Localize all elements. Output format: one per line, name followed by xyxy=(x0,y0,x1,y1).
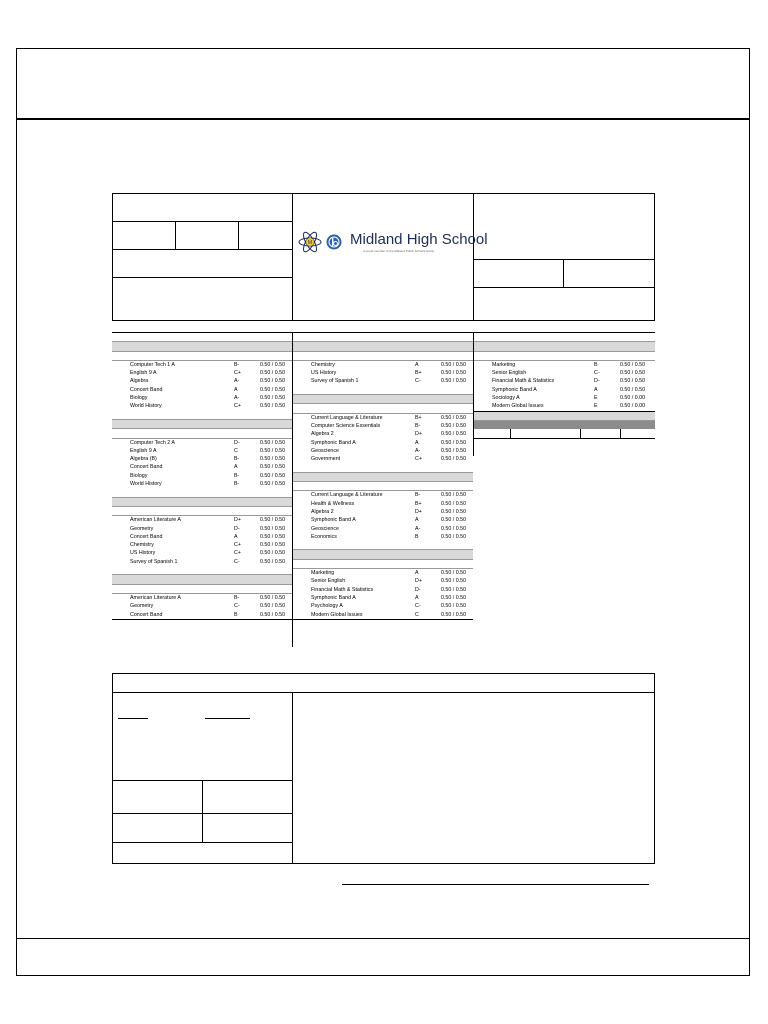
course-grade: B- xyxy=(234,594,240,601)
term-header-band xyxy=(112,420,292,429)
info-line xyxy=(112,277,292,278)
course-grade: B xyxy=(234,611,238,618)
course-row xyxy=(293,430,473,438)
course-grade: D+ xyxy=(415,508,422,515)
column-bottom-line xyxy=(112,619,292,620)
term-header-band xyxy=(112,575,292,584)
course-grade: D+ xyxy=(415,431,422,438)
course-row xyxy=(293,439,473,447)
signature-line xyxy=(342,884,649,885)
course-grade: E xyxy=(594,403,598,410)
course-grade: D+ xyxy=(415,578,422,585)
info-line xyxy=(563,259,564,287)
course-name: Geometry xyxy=(130,525,154,532)
course-credits: 0.50 / 0.50 xyxy=(441,525,467,532)
info-line xyxy=(473,259,655,260)
course-credits: 0.50 / 0.50 xyxy=(441,586,467,593)
course-grade: C+ xyxy=(234,542,241,549)
course-name: Concert Band xyxy=(130,533,163,540)
course-credits: 0.50 / 0.50 xyxy=(260,395,286,402)
course-grade: A xyxy=(594,386,598,393)
course-grade: B xyxy=(594,361,598,368)
term-header-band xyxy=(293,550,473,559)
summary-line xyxy=(202,780,203,842)
course-name: US History xyxy=(130,550,156,557)
course-credits: 0.50 / 0.50 xyxy=(260,533,286,540)
term-header-band xyxy=(293,395,473,404)
course-grade: B- xyxy=(415,492,421,499)
course-grade: C xyxy=(234,447,238,454)
column-bottom-line xyxy=(293,619,473,620)
course-row xyxy=(293,369,473,377)
course-row xyxy=(293,361,473,369)
course-row xyxy=(112,594,292,602)
term-header-row xyxy=(293,560,473,569)
course-name: Algebra 2 xyxy=(311,508,334,515)
course-credits: 0.50 / 0.50 xyxy=(441,439,467,446)
info-line xyxy=(473,287,655,288)
info-line xyxy=(112,249,292,250)
course-credits: 0.50 / 0.00 xyxy=(620,395,646,402)
course-credits: 0.50 / 0.50 xyxy=(620,386,646,393)
course-credits: 0.50 / 0.50 xyxy=(441,361,467,368)
course-name: Senior English xyxy=(311,578,346,585)
course-grade: D+ xyxy=(234,517,241,524)
term-header-row xyxy=(112,566,292,575)
course-grade: C- xyxy=(234,558,240,565)
course-grade: B- xyxy=(234,456,240,463)
course-name: Computer Tech 1 A xyxy=(130,361,175,368)
summary-divider xyxy=(292,692,293,864)
course-name: Financial Math & Statistics xyxy=(311,586,374,593)
course-row xyxy=(112,455,292,463)
course-name: Government xyxy=(311,456,341,463)
course-row xyxy=(293,516,473,524)
term-header-row xyxy=(112,352,292,361)
term-header-row xyxy=(293,482,473,491)
year-column-1 xyxy=(112,333,292,620)
course-row xyxy=(112,480,292,488)
course-row xyxy=(293,491,473,499)
course-row xyxy=(293,455,473,463)
course-credits: 0.50 / 0.50 xyxy=(441,508,467,515)
course-name: Economics xyxy=(311,533,337,540)
term-header-row xyxy=(293,386,473,395)
course-credits: 0.50 / 0.50 xyxy=(441,370,467,377)
course-name: Computer Tech 2 A xyxy=(130,439,175,446)
course-row xyxy=(112,541,292,549)
course-name: Algebra (B) xyxy=(130,456,157,463)
course-credits: 0.50 / 0.50 xyxy=(441,578,467,585)
term-header-row xyxy=(293,333,473,342)
course-row xyxy=(112,361,292,369)
summary-grid-row xyxy=(474,429,655,439)
course-name: Biology xyxy=(130,395,148,402)
course-grade: C+ xyxy=(234,550,241,557)
course-credits: 0.50 / 0.50 xyxy=(441,378,467,385)
course-name: Psychology A xyxy=(311,603,343,610)
course-credits: 0.50 / 0.50 xyxy=(441,422,467,429)
course-name: Computer Science Essentials xyxy=(311,422,381,429)
course-credits: 0.50 / 0.50 xyxy=(260,456,286,463)
course-row xyxy=(293,586,473,594)
course-name: Current Language & Literature xyxy=(311,414,383,421)
course-name: American Literature A xyxy=(130,594,181,601)
course-row xyxy=(112,402,292,410)
course-row xyxy=(112,602,292,610)
header-divider xyxy=(16,118,750,120)
course-row xyxy=(293,525,473,533)
course-name: Algebra 2 xyxy=(311,431,334,438)
course-grade: A- xyxy=(234,395,240,402)
course-row xyxy=(112,447,292,455)
footer-divider xyxy=(16,938,750,939)
course-grade: B- xyxy=(234,361,240,368)
atom-icon xyxy=(298,230,322,254)
term-header-row xyxy=(112,333,292,342)
course-row xyxy=(293,500,473,508)
info-divider-right xyxy=(473,193,474,321)
course-grid xyxy=(112,332,655,647)
course-row xyxy=(112,611,292,619)
school-logo xyxy=(298,228,488,258)
course-name: US History xyxy=(311,370,337,377)
course-credits: 0.50 / 0.50 xyxy=(260,447,286,454)
course-credits: 0.50 / 0.50 xyxy=(260,386,286,393)
term-header-band xyxy=(293,342,473,351)
term-header-row xyxy=(112,507,292,516)
course-grade: A xyxy=(415,361,419,368)
course-credits: 0.50 / 0.50 xyxy=(260,603,286,610)
term-header-row xyxy=(112,488,292,497)
course-name: Marketing xyxy=(492,361,516,368)
term-header-row xyxy=(293,541,473,550)
year-column-3 xyxy=(474,333,655,439)
course-name: Symphonic Band A xyxy=(311,594,356,601)
course-credits: 0.50 / 0.50 xyxy=(441,533,467,540)
course-name: Concert Band xyxy=(130,386,163,393)
summary-title-line xyxy=(112,692,655,693)
course-row xyxy=(112,369,292,377)
course-grade: B+ xyxy=(415,370,422,377)
course-credits: 0.50 / 0.50 xyxy=(260,558,286,565)
course-grade: B- xyxy=(234,481,240,488)
course-credits: 0.50 / 0.50 xyxy=(260,464,286,471)
course-row xyxy=(112,386,292,394)
course-credits: 0.50 / 0.50 xyxy=(441,431,467,438)
term-header-row xyxy=(112,429,292,438)
signature-line-short-1 xyxy=(118,718,148,719)
course-name: Chemistry xyxy=(311,361,335,368)
term-header-band xyxy=(112,498,292,507)
course-grade: C- xyxy=(234,603,240,610)
course-grade: C+ xyxy=(234,403,241,410)
course-name: Concert Band xyxy=(130,464,163,471)
course-credits: 0.50 / 0.50 xyxy=(441,456,467,463)
course-row xyxy=(474,377,655,385)
course-row xyxy=(293,414,473,422)
term-header-row xyxy=(474,352,655,361)
course-credits: 0.50 / 0.50 xyxy=(260,594,286,601)
course-credits: 0.50 / 0.50 xyxy=(260,361,286,368)
school-name: Midland High School xyxy=(350,231,488,248)
course-name: World History xyxy=(130,403,162,410)
course-name: World History xyxy=(130,481,162,488)
course-grade: A- xyxy=(415,525,421,532)
course-name: Senior English xyxy=(492,370,527,377)
summary-grid-cell-divider xyxy=(580,429,581,438)
term-header-row xyxy=(293,463,473,472)
course-row xyxy=(112,525,292,533)
course-name: English 9 A xyxy=(130,447,157,454)
course-credits: 0.50 / 0.50 xyxy=(441,492,467,499)
course-row xyxy=(293,377,473,385)
course-grade: A xyxy=(234,386,238,393)
course-name: Geoscience xyxy=(311,447,339,454)
course-row xyxy=(112,377,292,385)
course-grade: B xyxy=(415,533,419,540)
course-row xyxy=(293,594,473,602)
course-grade: B- xyxy=(415,422,421,429)
signature-line-short-2 xyxy=(205,718,250,719)
info-divider-left xyxy=(292,193,293,321)
course-name: Concert Band xyxy=(130,611,163,618)
course-name: American Literature A xyxy=(130,517,181,524)
course-name: Survey of Spanish 1 xyxy=(130,558,178,565)
course-row xyxy=(293,602,473,610)
course-credits: 0.50 / 0.50 xyxy=(620,361,646,368)
svg-text:M: M xyxy=(307,240,313,246)
course-row xyxy=(293,611,473,619)
course-row xyxy=(112,463,292,471)
course-credits: 0.50 / 0.50 xyxy=(260,481,286,488)
course-credits: 0.50 / 0.50 xyxy=(260,550,286,557)
course-grade: B+ xyxy=(415,500,422,507)
course-name: Geoscience xyxy=(311,525,339,532)
summary-grid-cell-divider xyxy=(510,429,511,438)
course-credits: 0.50 / 0.00 xyxy=(620,403,646,410)
course-grade: C- xyxy=(594,370,600,377)
info-line xyxy=(175,221,176,249)
summary-grid-cell-divider xyxy=(620,429,621,438)
course-name: Health & Wellness xyxy=(311,500,355,507)
course-credits: 0.50 / 0.50 xyxy=(441,570,467,577)
info-line xyxy=(112,221,292,222)
course-name: Symphonic Band A xyxy=(492,386,537,393)
course-name: Survey of Spanish 1 xyxy=(311,378,359,385)
course-grade: C+ xyxy=(415,456,422,463)
course-row xyxy=(293,569,473,577)
summary-line xyxy=(112,842,292,843)
course-credits: 0.50 / 0.50 xyxy=(441,611,467,618)
course-grade: C xyxy=(415,611,419,618)
course-name: Chemistry xyxy=(130,542,154,549)
term-header-row xyxy=(293,352,473,361)
course-row xyxy=(112,472,292,480)
course-row xyxy=(293,533,473,541)
course-row xyxy=(112,558,292,566)
course-name: Symphonic Band A xyxy=(311,439,356,446)
course-name: Biology xyxy=(130,472,148,479)
term-header-band xyxy=(293,473,473,482)
info-line xyxy=(238,221,239,249)
course-row xyxy=(112,516,292,524)
course-grade: A xyxy=(415,570,419,577)
course-row xyxy=(293,447,473,455)
course-name: Marketing xyxy=(311,570,335,577)
course-credits: 0.50 / 0.50 xyxy=(441,500,467,507)
course-credits: 0.50 / 0.50 xyxy=(260,378,286,385)
course-name: Current Language & Literature xyxy=(311,492,383,499)
summary-box xyxy=(112,673,655,864)
summary-band xyxy=(474,412,655,421)
course-name: Sociology A xyxy=(492,395,520,402)
year-column-2 xyxy=(293,333,473,620)
course-credits: 0.50 / 0.50 xyxy=(260,439,286,446)
course-grade: D- xyxy=(415,586,421,593)
course-name: Modern Global Issues xyxy=(492,403,544,410)
course-row xyxy=(112,533,292,541)
course-grade: E xyxy=(594,395,598,402)
course-credits: 0.50 / 0.50 xyxy=(260,542,286,549)
course-row xyxy=(112,549,292,557)
course-row xyxy=(293,422,473,430)
term-header-band xyxy=(474,342,655,351)
course-grade: B+ xyxy=(415,414,422,421)
course-grade: A- xyxy=(415,447,421,454)
course-name: Geometry xyxy=(130,603,154,610)
course-credits: 0.50 / 0.50 xyxy=(441,447,467,454)
course-name: Modern Global Issues xyxy=(311,611,363,618)
course-row xyxy=(112,439,292,447)
course-credits: 0.50 / 0.50 xyxy=(441,414,467,421)
course-grade: C- xyxy=(415,603,421,610)
course-grade: A xyxy=(415,439,419,446)
course-credits: 0.50 / 0.50 xyxy=(620,370,646,377)
course-grade: D- xyxy=(594,378,600,385)
course-credits: 0.50 / 0.50 xyxy=(441,594,467,601)
course-row xyxy=(474,361,655,369)
course-grade: A xyxy=(415,594,419,601)
course-grade: D- xyxy=(234,439,240,446)
course-row xyxy=(474,369,655,377)
course-row xyxy=(293,577,473,585)
course-grade: C+ xyxy=(234,370,241,377)
course-credits: 0.50 / 0.50 xyxy=(260,611,286,618)
course-grade: A xyxy=(234,464,238,471)
course-credits: 0.50 / 0.50 xyxy=(260,472,286,479)
course-credits: 0.50 / 0.50 xyxy=(260,370,286,377)
course-row xyxy=(474,402,655,410)
course-credits: 0.50 / 0.50 xyxy=(260,517,286,524)
course-credits: 0.50 / 0.50 xyxy=(441,603,467,610)
course-name: Algebra xyxy=(130,378,149,385)
course-row xyxy=(293,508,473,516)
course-grade: A xyxy=(415,517,419,524)
course-grade: C- xyxy=(415,378,421,385)
course-row xyxy=(112,394,292,402)
course-grade: A- xyxy=(234,378,240,385)
course-row xyxy=(474,394,655,402)
course-name: Financial Math & Statistics xyxy=(492,378,555,385)
school-tagline: A proud member of the Midland Public Schools family xyxy=(363,249,435,253)
ib-logo-icon xyxy=(326,234,342,250)
term-header-band xyxy=(112,342,292,351)
course-row xyxy=(474,386,655,394)
course-grade: A xyxy=(234,533,238,540)
term-header-row xyxy=(112,585,292,594)
course-credits: 0.50 / 0.50 xyxy=(260,525,286,532)
course-credits: 0.50 / 0.50 xyxy=(620,378,646,385)
course-grade: D- xyxy=(234,525,240,532)
term-header-row xyxy=(474,333,655,342)
course-grade: B- xyxy=(234,472,240,479)
course-credits: 0.50 / 0.50 xyxy=(441,517,467,524)
course-credits: 0.50 / 0.50 xyxy=(260,403,286,410)
course-name: English 9 A xyxy=(130,370,157,377)
term-header-row xyxy=(293,404,473,413)
summary-band-dark xyxy=(474,421,655,429)
course-name: Symphonic Band A xyxy=(311,517,356,524)
term-header-row xyxy=(112,411,292,420)
